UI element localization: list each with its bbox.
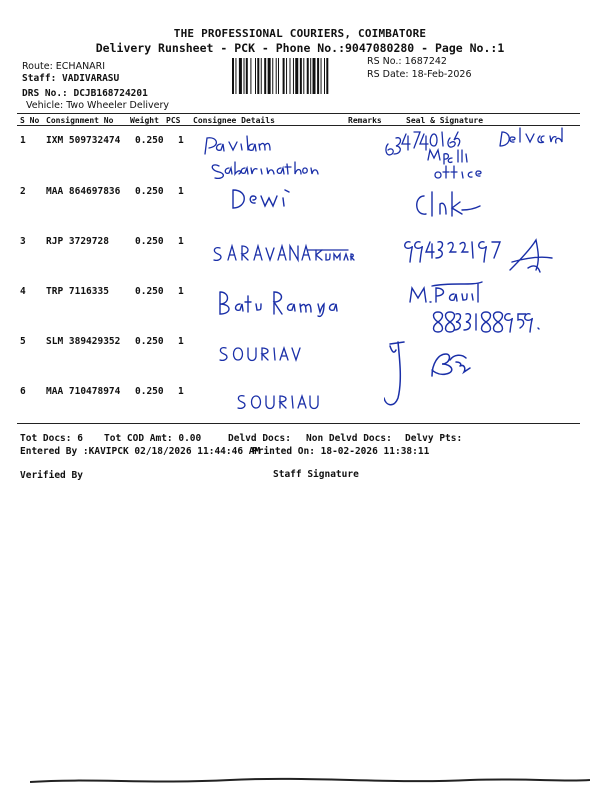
- rs-number: RS No.: 1687242: [367, 56, 447, 67]
- staff-label: Staff: VADIVARASU: [22, 73, 120, 84]
- total-cod-amount: Tot COD Amt: 0.00: [104, 433, 202, 444]
- delivered-docs: Delvd Docs:: [228, 433, 291, 444]
- row-weight: 0.250: [135, 186, 164, 197]
- delivery-points: Delvy Pts:: [405, 433, 463, 444]
- row-sno: 3: [20, 236, 26, 247]
- runsheet-subtitle: Delivery Runsheet - PCK - Phone No.:9047080280 - Page No.:1: [95, 41, 505, 55]
- row-consignment: TRP 7116335: [46, 286, 109, 297]
- printed-on: Printed On: 18-02-2026 11:38:11: [252, 446, 430, 457]
- row-weight: 0.250: [135, 386, 164, 397]
- entered-by: Entered By :KAVIPCK 02/18/2026 11:44:46 AM: [20, 446, 261, 457]
- row-consignment: SLM 389429352: [46, 336, 121, 347]
- table-bottom-rule: [17, 423, 580, 424]
- handwritten-seal-2: [410, 188, 490, 222]
- col-header-weight: Weight: [130, 116, 159, 125]
- row-pcs: 1: [178, 186, 184, 197]
- handwritten-seal-4: [404, 280, 574, 334]
- row-consignment: MAA 864697836: [46, 186, 121, 197]
- drs-number: DRS No.: DCJB168724201: [22, 88, 148, 99]
- total-docs: Tot Docs: 6: [20, 433, 83, 444]
- col-header-seal: Seal & Signature: [406, 116, 484, 125]
- handwritten-seal-1: [380, 124, 580, 180]
- row-sno: 5: [20, 336, 26, 347]
- row-sno: 6: [20, 386, 26, 397]
- route-label: Route: ECHANARI: [22, 61, 106, 72]
- row-pcs: 1: [178, 386, 184, 397]
- handwritten-consignee-2: [225, 184, 335, 214]
- col-header-remarks: Remarks: [348, 116, 382, 125]
- rs-date: RS Date: 18-Feb-2026: [367, 69, 472, 80]
- handwritten-consignee-5: [212, 340, 322, 370]
- vehicle-label: Vehicle: Two Wheeler Delivery: [26, 100, 169, 111]
- col-header-pcs: PCS: [166, 116, 181, 125]
- row-weight: 0.250: [135, 135, 164, 146]
- row-weight: 0.250: [135, 336, 164, 347]
- handwritten-consignee-1: [195, 132, 345, 184]
- row-weight: 0.250: [135, 236, 164, 247]
- handwritten-consignee-6: [230, 390, 340, 416]
- barcode-image: [232, 58, 362, 94]
- row-consignment: IXM 509732474: [46, 135, 121, 146]
- row-consignment: MAA 710478974: [46, 386, 121, 397]
- non-delivered-docs: Non Delvd Docs:: [306, 433, 392, 444]
- page-torn-edge: [30, 772, 590, 788]
- row-pcs: 1: [178, 236, 184, 247]
- handwritten-seal-3: [398, 232, 558, 280]
- row-pcs: 1: [178, 336, 184, 347]
- handwritten-consignee-3: [208, 240, 358, 264]
- row-pcs: 1: [178, 135, 184, 146]
- table-top-rule: [17, 113, 580, 114]
- company-title: THE PROFESSIONAL COURIERS, COIMBATORE: [173, 27, 427, 40]
- col-header-consignment: Consignment No: [46, 116, 114, 125]
- handwritten-consignee-4: [212, 288, 362, 320]
- staff-signature-label: Staff Signature: [273, 469, 359, 480]
- row-sno: 4: [20, 286, 26, 297]
- row-consignment: RJP 3729728: [46, 236, 109, 247]
- verified-by-label: Verified By: [20, 470, 83, 481]
- col-header-sno: S No: [20, 116, 40, 125]
- col-header-consignee: Consignee Details: [193, 116, 275, 125]
- row-sno: 1: [20, 135, 26, 146]
- handwritten-seal-5: [384, 336, 504, 416]
- row-sno: 2: [20, 186, 26, 197]
- row-pcs: 1: [178, 286, 184, 297]
- row-weight: 0.250: [135, 286, 164, 297]
